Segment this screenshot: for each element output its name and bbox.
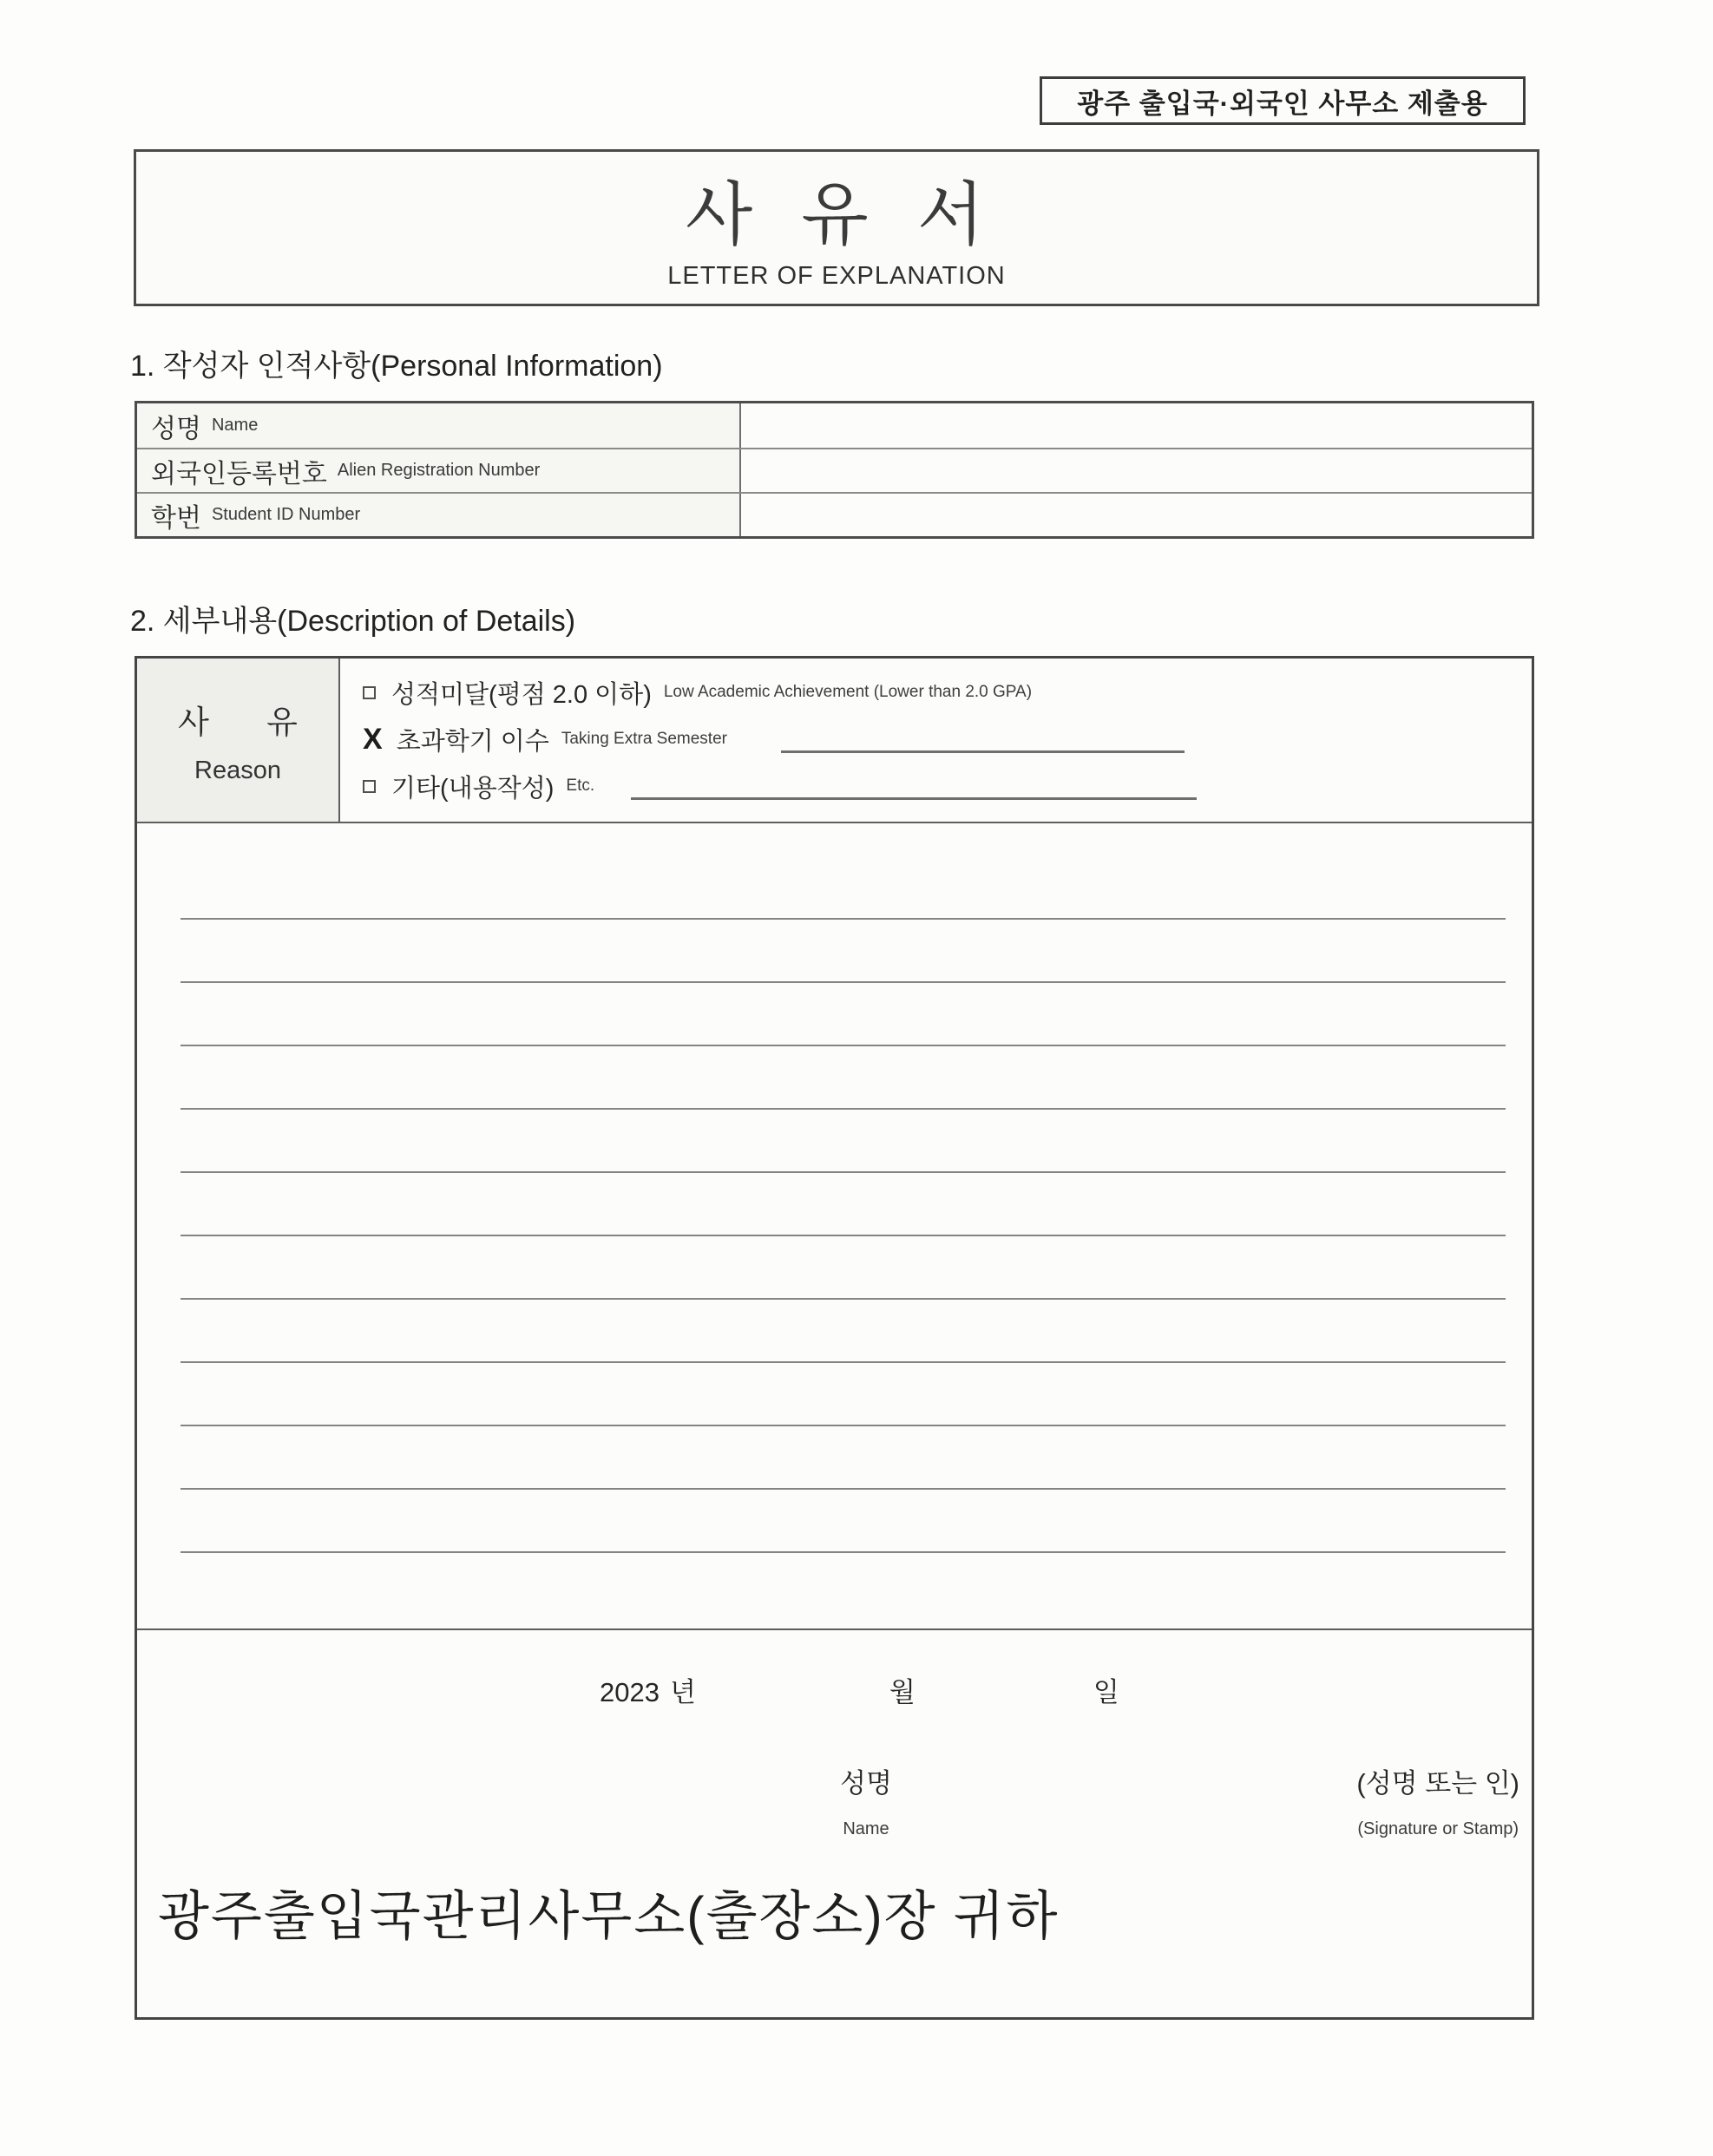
writing-line[interactable] xyxy=(180,1110,1506,1173)
signature-or-stamp-block xyxy=(1356,1761,1519,1839)
option-etc xyxy=(363,769,1532,804)
option-label-korean: 기타(내용작성) xyxy=(391,774,555,803)
student-id-number-value-cell[interactable] xyxy=(741,494,1532,536)
form-title-english: LETTER OF EXPLANATION xyxy=(667,262,1006,290)
stamp-label-korean: (성명 또는 인) xyxy=(1356,1768,1519,1799)
option-fill-in-line[interactable] xyxy=(631,797,1197,800)
footer-separator xyxy=(137,1628,1532,1630)
details-box xyxy=(135,656,1534,2020)
signer-name-block xyxy=(805,1761,927,1839)
option-label-korean: 초과학기 이수 xyxy=(396,727,549,756)
checkbox-icon[interactable] xyxy=(363,686,376,699)
label-korean: 성명 xyxy=(151,414,201,443)
signer-name-label-korean: 성명 xyxy=(840,1768,892,1799)
personal-information-table xyxy=(135,401,1534,539)
section-heading-personal-information: 1. 작성자 인적사항(Personal Information) xyxy=(130,350,663,383)
date-year-label: 년 xyxy=(669,1677,696,1707)
writing-lines xyxy=(137,823,1532,1628)
writing-line[interactable] xyxy=(180,1236,1506,1300)
reason-label-english: Reason xyxy=(194,756,281,784)
label-english: Student ID Number xyxy=(211,505,361,524)
reason-row xyxy=(137,659,1532,823)
writing-line[interactable] xyxy=(180,1363,1506,1426)
option-label-english: Low Academic Achievement (Lower than 2.0 GPA) xyxy=(663,683,1033,701)
writing-line[interactable] xyxy=(180,1426,1506,1490)
option-taking-extra-semester xyxy=(363,722,1532,757)
reason-options-cell xyxy=(340,659,1532,822)
badge-text: 광주 출입국·외국인 사무소 제출용 xyxy=(1077,88,1488,119)
writing-line[interactable] xyxy=(180,920,1506,983)
table-row-student-id-number xyxy=(137,492,1532,536)
section-heading-description-of-details: 2. 세부내용(Description of Details) xyxy=(130,605,576,638)
date-month-label: 월 xyxy=(889,1677,916,1707)
option-label-english: Etc. xyxy=(566,777,595,795)
writing-line[interactable] xyxy=(180,1300,1506,1363)
row-label-alien-registration-number xyxy=(137,449,741,492)
reason-header-cell xyxy=(137,659,340,822)
stamp-label-english: (Signature or Stamp) xyxy=(1357,1819,1519,1838)
option-label-english: Taking Extra Semester xyxy=(561,730,727,748)
option-low-academic-achievement xyxy=(363,675,1532,711)
writing-line[interactable] xyxy=(180,856,1506,920)
date-day-label: 일 xyxy=(1093,1677,1119,1707)
writing-line[interactable] xyxy=(180,1490,1506,1553)
signer-name-label-english: Name xyxy=(843,1819,889,1838)
reason-label-korean: 사 유 xyxy=(178,704,298,740)
submission-office-badge xyxy=(1040,76,1526,125)
table-row-name xyxy=(137,403,1532,448)
row-label-student-id-number xyxy=(137,494,741,536)
date-year: 2023 xyxy=(600,1677,660,1707)
addressee-line: 광주출입국관리사무소(출장소)장 귀하 xyxy=(158,1886,1060,1945)
form-title-korean: 사 유 서 xyxy=(685,176,988,253)
name-value-cell[interactable] xyxy=(741,403,1532,448)
form-title-box xyxy=(134,149,1539,306)
signature-line xyxy=(137,1761,1532,1839)
option-label-korean: 성적미달(평점 2.0 이하) xyxy=(391,680,652,709)
writing-line[interactable] xyxy=(180,1173,1506,1236)
label-korean: 외국인등록번호 xyxy=(151,459,327,488)
x-mark-icon[interactable]: X xyxy=(363,722,383,756)
table-row-alien-registration-number xyxy=(137,448,1532,492)
row-label-name xyxy=(137,403,741,448)
label-korean: 학번 xyxy=(151,503,201,533)
alien-registration-number-value-cell[interactable] xyxy=(741,449,1532,492)
label-english: Alien Registration Number xyxy=(337,461,541,480)
date-line xyxy=(137,1670,1532,1709)
writing-line[interactable] xyxy=(180,1046,1506,1110)
checkbox-icon[interactable] xyxy=(363,780,376,793)
label-english: Name xyxy=(211,416,259,435)
writing-line[interactable] xyxy=(180,983,1506,1046)
option-fill-in-line[interactable] xyxy=(781,750,1185,753)
